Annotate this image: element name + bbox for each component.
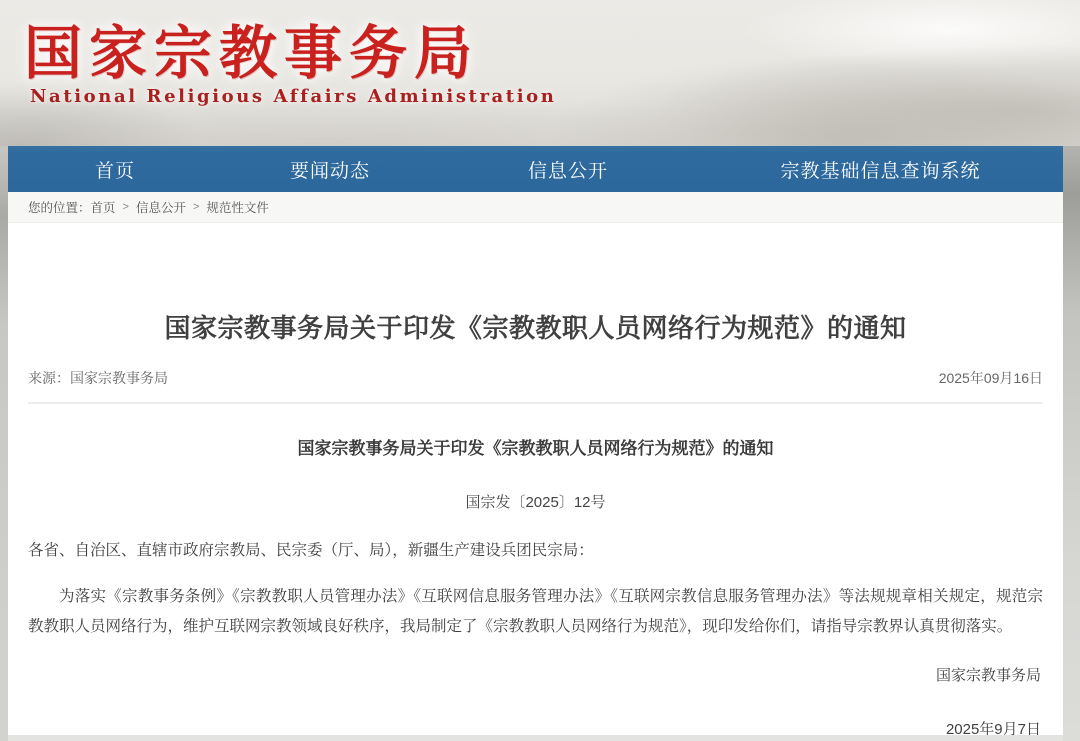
nav-item-home[interactable]: 首页	[94, 160, 135, 182]
article-source: 来源：国家宗教事务局	[28, 370, 168, 386]
document-addressee: 各省、自治区、直辖市政府宗教局、民宗委（厅、局），新疆生产建设兵团民宗局：	[28, 542, 594, 559]
meta-divider	[28, 402, 1043, 404]
breadcrumb-link-normative-documents[interactable]: 规范性文件	[206, 201, 269, 215]
article	[8, 223, 1063, 735]
breadcrumb-label: 您的位置：	[28, 201, 91, 215]
page-bottom-edge	[8, 735, 1063, 741]
nav-item-news[interactable]: 要闻动态	[289, 160, 370, 182]
breadcrumb-link-info-disclosure[interactable]: 信息公开	[135, 201, 186, 215]
document-body-paragraph: 为落实《宗教事务条例》《宗教教职人员管理办法》《互联网信息服务管理办法》《互联网宗教信息服务管理办法》等法规规章相关规定，规范宗教教职人员网络行为，维护互联网宗教领域良好秩序，我局制定了《宗教教职人员网络行为规范》，现印发给你们，请指导宗教界认真贯彻落实。	[28, 588, 1043, 635]
site-header	[0, 0, 1080, 146]
site-logo-english: National Religious Affairs Administration	[30, 86, 557, 107]
breadcrumb-link-home[interactable]: 首页	[90, 201, 116, 215]
nav-item-religion-query-system[interactable]: 宗教基础信息查询系统	[780, 160, 981, 182]
document-number: 国宗发〔2025〕12号	[465, 494, 606, 511]
breadcrumb-separator-icon: >	[122, 201, 129, 213]
document-title: 国家宗教事务局关于印发《宗教教职人员网络行为规范》的通知	[297, 439, 774, 458]
page-background-left	[0, 146, 8, 741]
content-column	[8, 146, 1063, 735]
breadcrumb-separator-icon: >	[192, 201, 200, 213]
article-publish-date: 2025年09月16日	[938, 370, 1043, 386]
document-signature-date: 2025年9月7日	[945, 721, 1041, 735]
nav-item-info-disclosure[interactable]: 信息公开	[527, 160, 608, 182]
main-navigation	[8, 146, 1063, 192]
page-title: 国家宗教事务局关于印发《宗教教职人员网络行为规范》的通知	[164, 313, 907, 343]
page-background-right	[1063, 146, 1080, 741]
breadcrumb	[8, 192, 1063, 223]
document-signature: 国家宗教事务局	[935, 667, 1041, 684]
site-logo[interactable]: 国家宗教事务局	[24, 19, 480, 87]
article-meta-row	[28, 368, 1043, 388]
